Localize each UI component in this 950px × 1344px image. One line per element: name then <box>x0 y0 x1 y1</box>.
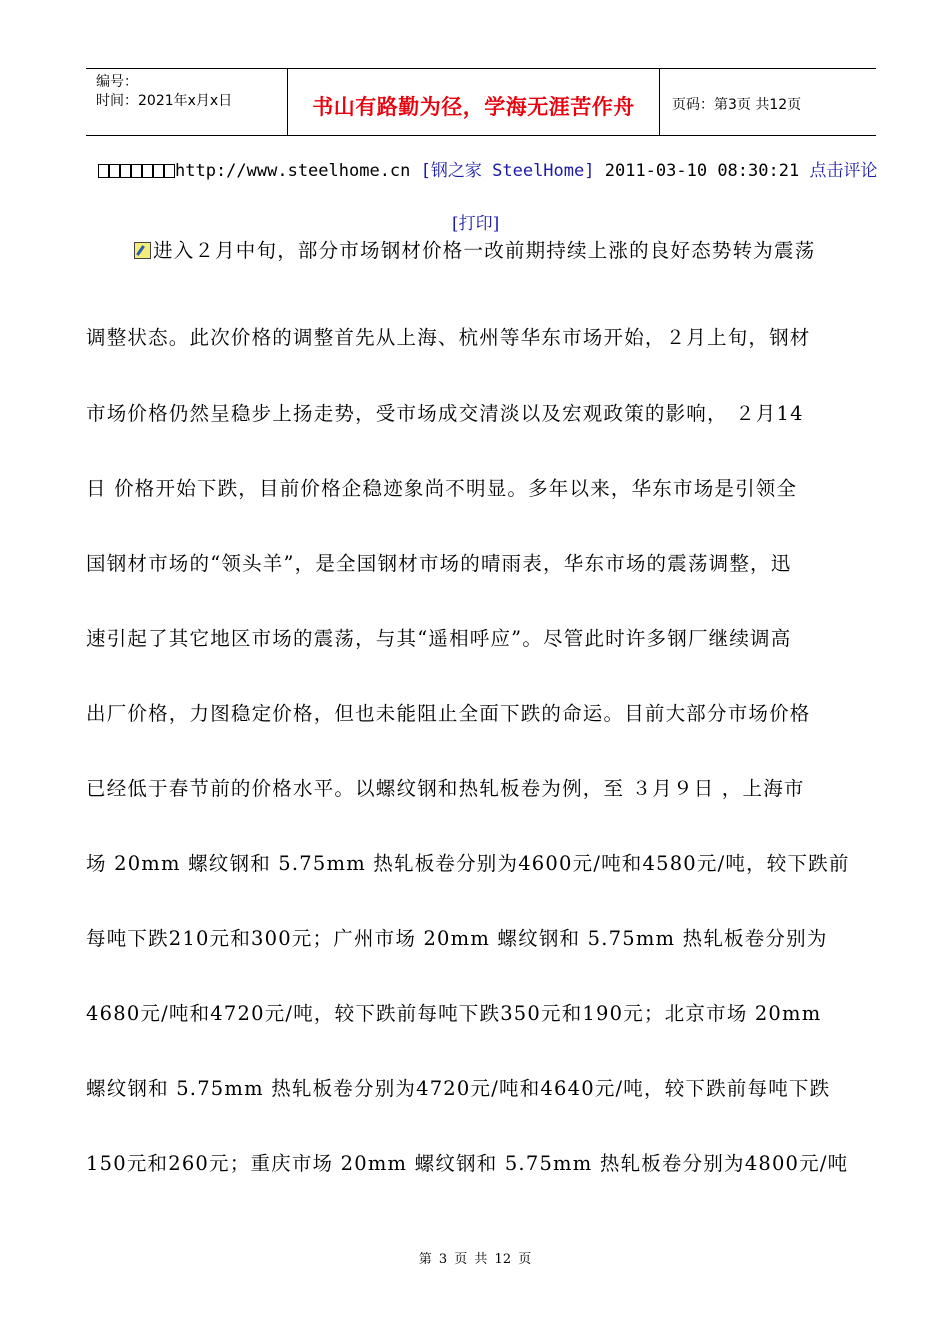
article-line: 市场价格仍然呈稳步上扬走势，受市场成交清淡以及宏观政策的影响， ２月14 <box>86 402 804 425</box>
print-link[interactable]: [打印] <box>452 214 500 234</box>
article-line-text: 进入２月中旬，部分市场钢材价格一改前期持续上涨的良好态势转为震荡 <box>153 239 816 262</box>
source-url[interactable]: http://www.steelhome.cn <box>175 161 411 181</box>
comment-link[interactable]: 点击评论 <box>809 161 878 181</box>
article-line: 调整状态。此次价格的调整首先从上海、杭州等华东市场开始，２月上旬，钢材 <box>86 326 811 349</box>
article-line: 速引起了其它地区市场的震荡，与其“遥相呼应”。尽管此时许多钢厂继续调高 <box>86 627 792 650</box>
source-line <box>98 160 878 184</box>
article-line: 每吨下跌210元和300元；广州市场 20mm 螺纹钢和 5.75mm 热轧板卷分别为 <box>86 927 828 950</box>
article-line: 已经低于春节前的价格水平。以螺纹钢和热轧板卷为例，至 ３月９日 ，上海市 <box>86 777 805 800</box>
article-line: 场 20mm 螺纹钢和 5.75mm 热轧板卷分别为4600元/吨和4580元/吨，较下跌前 <box>86 852 850 875</box>
header-table <box>86 68 876 136</box>
header-divider <box>659 69 660 135</box>
header-motto: 书山有路勤为径，学海无涯苦作舟 <box>312 95 635 119</box>
source-datetime: 2011-03-10 08:30:21 <box>604 161 800 181</box>
edit-icon[interactable] <box>134 242 151 259</box>
time-label: 时间：2021年x月x日 <box>96 93 233 109</box>
article-line: 国钢材市场的“领头羊”，是全国钢材市场的晴雨表，华东市场的震荡调整，迅 <box>86 552 792 575</box>
article-line <box>134 235 815 263</box>
article-line: 4680元/吨和4720元/吨，较下跌前每吨下跌350元和190元；北京市场 20mm <box>86 1002 822 1025</box>
header-meta <box>96 73 232 111</box>
article-line: 螺纹钢和 5.75mm 热轧板卷分别为4720元/吨和4640元/吨，较下跌前每吨下跌 <box>86 1077 831 1100</box>
article-line: 出厂价格，力图稳定价格，但也未能阻止全面下跌的命运。目前大部分市场价格 <box>86 702 811 725</box>
missing-glyph-boxes <box>98 162 175 184</box>
article-line: 日 价格开始下跌，目前价格企稳迹象尚不明显。多年以来，华东市场是引领全 <box>86 477 798 500</box>
article-line: 150元和260元；重庆市场 20mm 螺纹钢和 5.75mm 热轧板卷分别为4800元/吨 <box>86 1152 849 1175</box>
page-footer: 第 3 页 共 12 页 <box>418 1252 532 1267</box>
source-site-link[interactable]: [钢之家 SteelHome] <box>420 161 595 181</box>
number-label: 编号： <box>96 74 138 90</box>
header-page-label: 页码：第3页 共12页 <box>672 97 802 113</box>
